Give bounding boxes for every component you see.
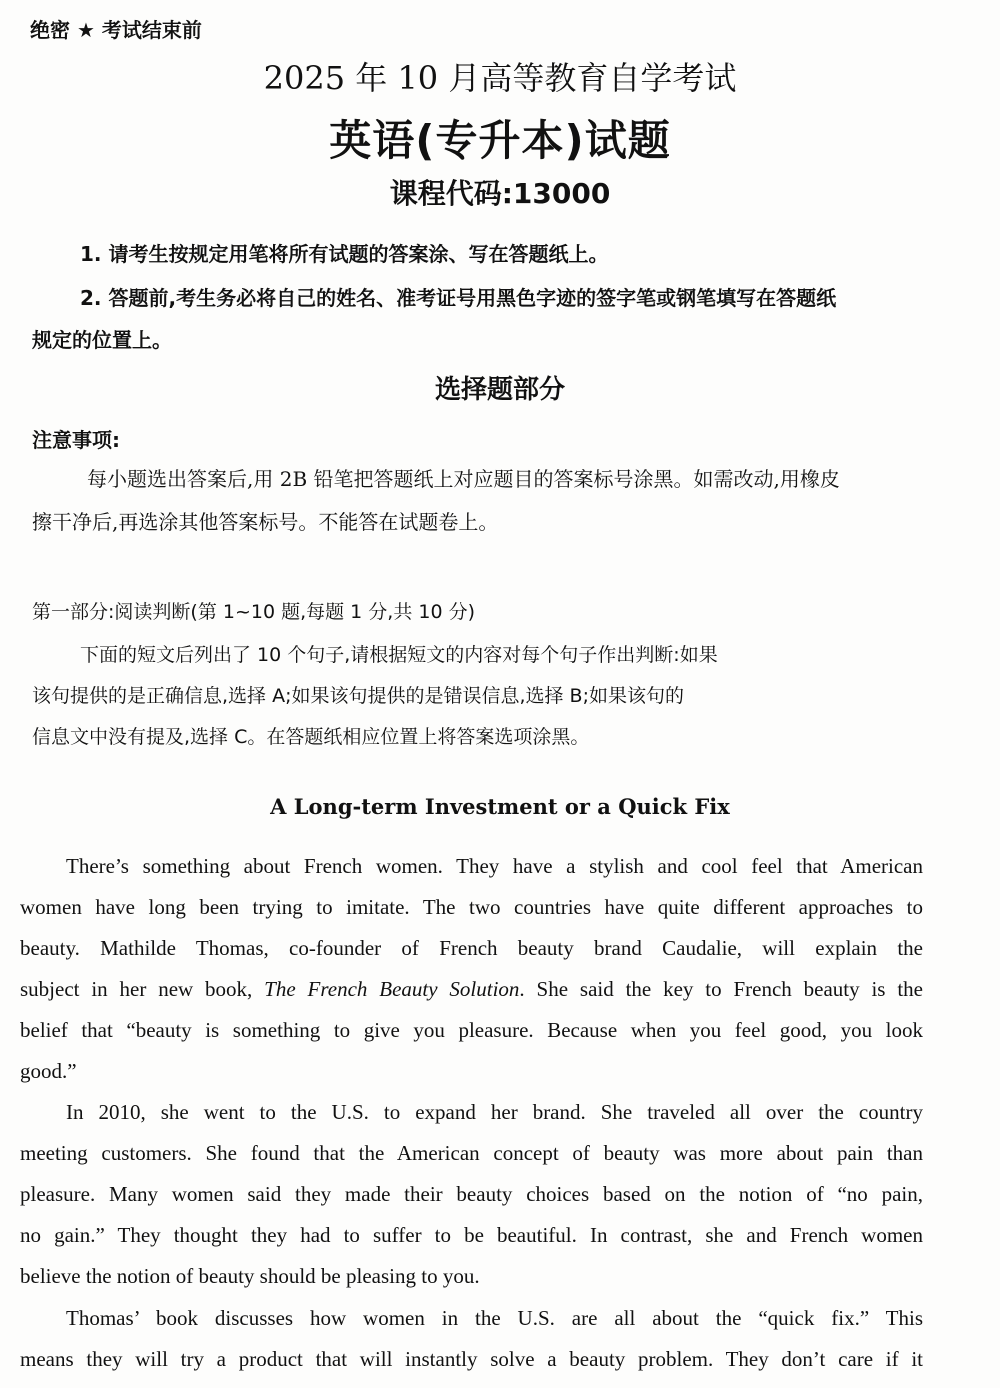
paragraph-line: beauty. Mathilde Thomas, co-founder of French beauty brand Caudalie, will explain the bbox=[20, 936, 923, 960]
paragraph-line: good.” bbox=[20, 1059, 77, 1083]
instruction-note-1: 1. 请考生按规定用笔将所有试题的答案涂、写在答题纸上。 bbox=[80, 242, 609, 266]
paragraph-line: believe the notion of beauty should be pleasing to you. bbox=[20, 1264, 480, 1288]
paragraph-line: belief that “beauty is something to give you pleasure. Because when you feel good, you look bbox=[20, 1018, 923, 1042]
confidential-label: 绝密 ★ 考试结束前 bbox=[30, 18, 202, 42]
paragraph-line: subject in her new book, The French Beauty Solution. She said the key to French beauty is the bbox=[20, 977, 923, 1001]
paragraph-line: meeting customers. She found that the American concept of beauty was more about pain than bbox=[20, 1141, 923, 1165]
section-heading: 选择题部分 bbox=[434, 375, 565, 405]
attention-label: 注意事项: bbox=[32, 428, 120, 452]
part-instruction-line-2: 该句提供的是正确信息,选择 A;如果该句提供的是错误信息,选择 B;如果该句的 bbox=[32, 685, 684, 707]
article-paragraph-1 bbox=[20, 846, 925, 1092]
article-paragraph-3 bbox=[20, 1298, 925, 1384]
paragraph-line: In 2010, she went to the U.S. to expand her brand. She traveled all over the country bbox=[66, 1100, 923, 1124]
attention-text-line-1: 每小题选出答案后,用 2B 铅笔把答题纸上对应题目的答案标号涂黑。如需改动,用橡皮 bbox=[87, 467, 840, 491]
book-title: The French Beauty Solution bbox=[264, 977, 520, 1001]
part-instruction-line-1: 下面的短文后列出了 10 个句子,请根据短文的内容对每个句子作出判断:如果 bbox=[80, 644, 718, 666]
instruction-note-2-cont: 规定的位置上。 bbox=[32, 328, 172, 352]
paragraph-line: pleasure. Many women said they made their beauty choices based on the notion of “no pain, bbox=[20, 1182, 923, 1206]
exam-title: 2025 年 10 月高等教育自学考试 bbox=[263, 59, 737, 97]
paragraph-line: women have long been trying to imitate. The two countries have quite different approaches to bbox=[20, 895, 923, 919]
paragraph-line: There’s something about French women. They have a stylish and cool feel that American bbox=[66, 854, 923, 878]
part-title: 第一部分:阅读判断(第 1~10 题,每题 1 分,共 10 分) bbox=[32, 601, 475, 623]
article-title: A Long-term Investment or a Quick Fix bbox=[270, 794, 730, 819]
article-paragraph-2 bbox=[20, 1092, 925, 1297]
paragraph-line: means they will try a product that will instantly solve a beauty problem. They don’t care if it bbox=[20, 1347, 923, 1371]
course-code: 课程代码:13000 bbox=[389, 177, 611, 210]
paragraph-line: no gain.” They thought they had to suffer to be beautiful. In contrast, she and French women bbox=[20, 1223, 923, 1247]
attention-text-line-2: 擦干净后,再选涂其他答案标号。不能答在试题卷上。 bbox=[32, 510, 499, 534]
paper-title: 英语(专升本)试题 bbox=[329, 116, 671, 165]
instruction-note-2: 2. 答题前,考生务必将自己的姓名、准考证号用黑色字迹的签字笔或钢笔填写在答题纸 bbox=[80, 286, 837, 310]
part-instruction-line-3: 信息文中没有提及,选择 C。在答题纸相应位置上将答案选项涂黑。 bbox=[32, 726, 590, 748]
paragraph-line: Thomas’ book discusses how women in the U.S. are all about the “quick fix.” This bbox=[66, 1306, 923, 1330]
